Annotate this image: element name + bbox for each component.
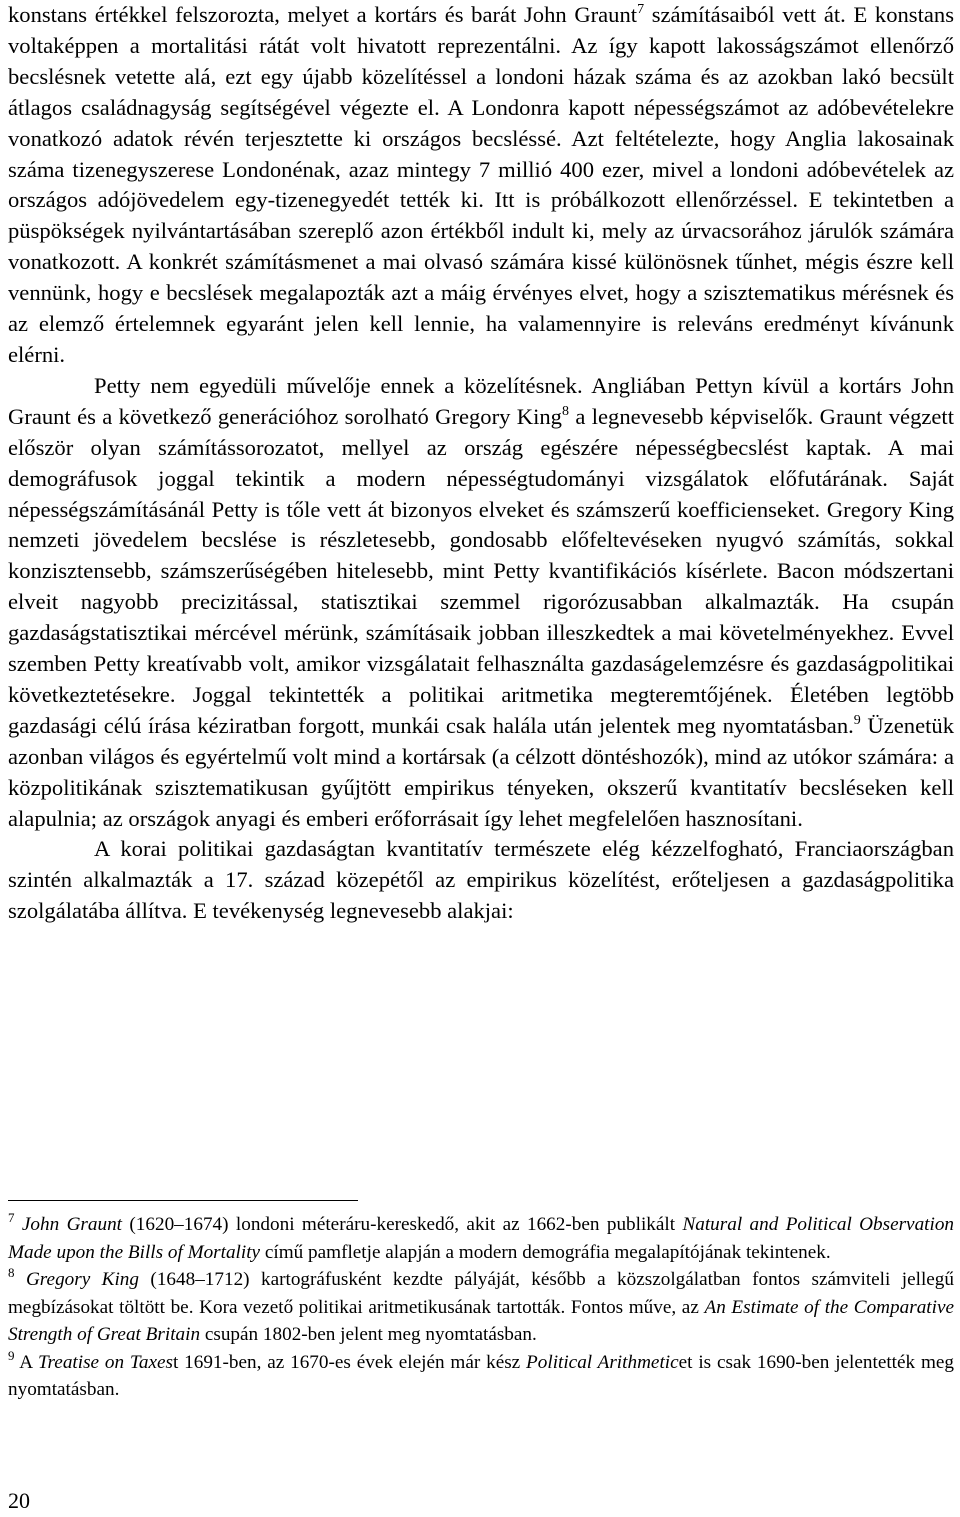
footnote-9-text-1: t 1691-ben, az 1670-es évek elején már kész	[172, 1351, 527, 1373]
footnote-7-text-1: (1620–1674) londoni méteráru-kereskedő, akit az 1662-ben publikált	[122, 1214, 683, 1235]
page-number: 20	[8, 1488, 30, 1513]
footnote-7-text-2: című pamfletje alapján a modern demográfia megalapítójának tekintenek.	[260, 1241, 831, 1263]
footnote-7-number: 7	[8, 1210, 15, 1225]
paragraph-2-part-b: a legnevesebb képviselők. Graunt végzett először olyan számítássorozatot, mellyel az ország egészére népességbecslést kaptak. A mai demográfusok joggal tekintik a modern népességtudományi vizsgálatok előfutárának. Saját népességszámításánál Petty is tőle vett át bizonyos elveket és számszerű koefficienseket. Gregory King nemzeti jövedelem becslése is részletesebb, gondosabb előfeltevéseken nyugvó számítás, sokkal konzisztensebb, számszerűségében hitelesebb, mint Petty kvantifikációs kísérlete. Bacon módszertani elveit nagyobb precizitással, statisztikai szemmel rigorózusabban alkalmazták. Ha csupán gazdaságstatisztikai mércével mérünk, számításaik jobban illeszkedtek a mai követelményekhez. Evvel szemben Petty kreatívabb volt, amikor vizsgálatait felhasználta gazdaságelemzésre és gazdaságpolitikai következtetésekre. Joggal tekintették a politikai aritmetika megteremtőjének. Életében legtöbb gazdasági célú írása kéziratban forgott, munkái csak halála után jelentek meg nyomtatásban.	[8, 403, 954, 738]
paragraph-1-part-a: konstans értékkel felszorozta, melyet a kortárs és barát John Graunt	[8, 2, 638, 27]
footnote-9-text-0: A	[14, 1351, 38, 1373]
footnote-ref-8[interactable]: 8	[561, 403, 569, 419]
paragraph-2-part-a: Petty nem egyedüli művelője ennek a közelítésnek. Angliában Pettyn kívül a kortárs John Graunt és a következő generációhoz sorolható Gregory King	[8, 372, 954, 429]
main-text	[8, 0, 954, 927]
paragraph-1-part-b: számításaiból vett át. E konstans voltaképpen a mortalitási rátát volt hivatott reprezentálni. Az így kapott lakosságszámot ellenőrző becslésnek vetette alá, ezt egy újabb közelítéssel a londoni házak száma és az azokban lakó becsült átlagos családnagyság segítségével végezte el. A Londonra kapott népességszámot az adóbevételekre vonatkozó adatok révén terjesztette ki országos becsléssé. Azt feltételezte, hogy Anglia lakosainak száma tizenegyszerese Londonénak, azaz mintegy 7 millió 400 ezer, mivel a londoni adóbevételek az országos adójövedelem egy-tizenegyedét tették ki. Itt is próbálkozott ellenőrzéssel. E tekintetben a püspökségek nyilvántartásában szereplő azon értékből indult ki, mely az úrvacsorához járulók számára vonatkozott. A konkrét számításmenet a mai olvasó számára kissé különösnek tűnhet, mégis észre kell vennünk, hogy e becslések megalapozták azt a máig érvényes elvet, hogy a szisztematikus mérésnek és az elemző értelemnek egyaránt jelen kell lennie, ha valamennyire is releváns eredményt kívánunk elérni.	[8, 2, 954, 367]
paragraph-1	[8, 0, 954, 371]
footnote-7-work-title: Natural and Political Observation Made upon the Bills of Mortality	[8, 1214, 955, 1263]
paragraph-2-part-c: Üzenetük azonban világos és egyértelmű volt mind a kortársak (a célzott döntéshozók), mind az utókor számára: a közpolitikának szisztematikusan gyűjtött empirikus tényeken, okszerű kvantitatív becsléseken kell alapulnia; az országok anyagi és emberi erőforrásait így lehet megfelelően hasznosítani.	[8, 712, 954, 831]
paragraph-3: A korai politikai gazdaságtan kvantitatív természete elég kézzelfogható, Franciaországban szintén alkalmazták a 17. század közepétől az empirikus közelítést, erőteljesen a gazdaságpolitika szolgálatába állítva. E tevékenység legnevesebb alakjai:	[8, 836, 954, 924]
footnote-7-name: John Graunt	[21, 1214, 123, 1235]
footnote-ref-9[interactable]: 9	[853, 712, 861, 728]
footnote-separator	[8, 1200, 358, 1201]
footnote-8-number: 8	[8, 1265, 15, 1280]
footnote-9-number: 9	[8, 1347, 15, 1363]
paragraph-2	[8, 371, 954, 835]
footnote-8-work-title: An Estimate of the Comparative Strength of Great Britain	[8, 1296, 954, 1345]
footnote-8-text-1: (1648–1712) kartográfusként kezdte pályáját, később a közszolgálatban fontos számviteli jellegű megbízásokat töltött be. Kora vezető politikai aritmetikusának tartották. Fontos műve, az	[8, 1269, 954, 1318]
footnote-9-work-title-1: Treatise on Taxes	[37, 1351, 173, 1373]
footnote-9-text-2: et is csak 1690-ben jelentették meg nyomtatásban.	[8, 1351, 955, 1400]
footnote-8-text-2: csupán 1802-ben jelent meg nyomtatásban.	[200, 1324, 537, 1345]
footnotes-section	[8, 1200, 954, 1404]
page-body	[8, 0, 954, 927]
footnote-7	[8, 1211, 954, 1266]
footnote-9	[8, 1349, 954, 1404]
footnote-9-work-title-2: Political Arithmetic	[526, 1351, 679, 1373]
footnote-8	[8, 1266, 954, 1349]
footnote-8-name: Gregory King	[25, 1269, 139, 1290]
footnote-ref-7[interactable]: 7	[637, 2, 645, 17]
